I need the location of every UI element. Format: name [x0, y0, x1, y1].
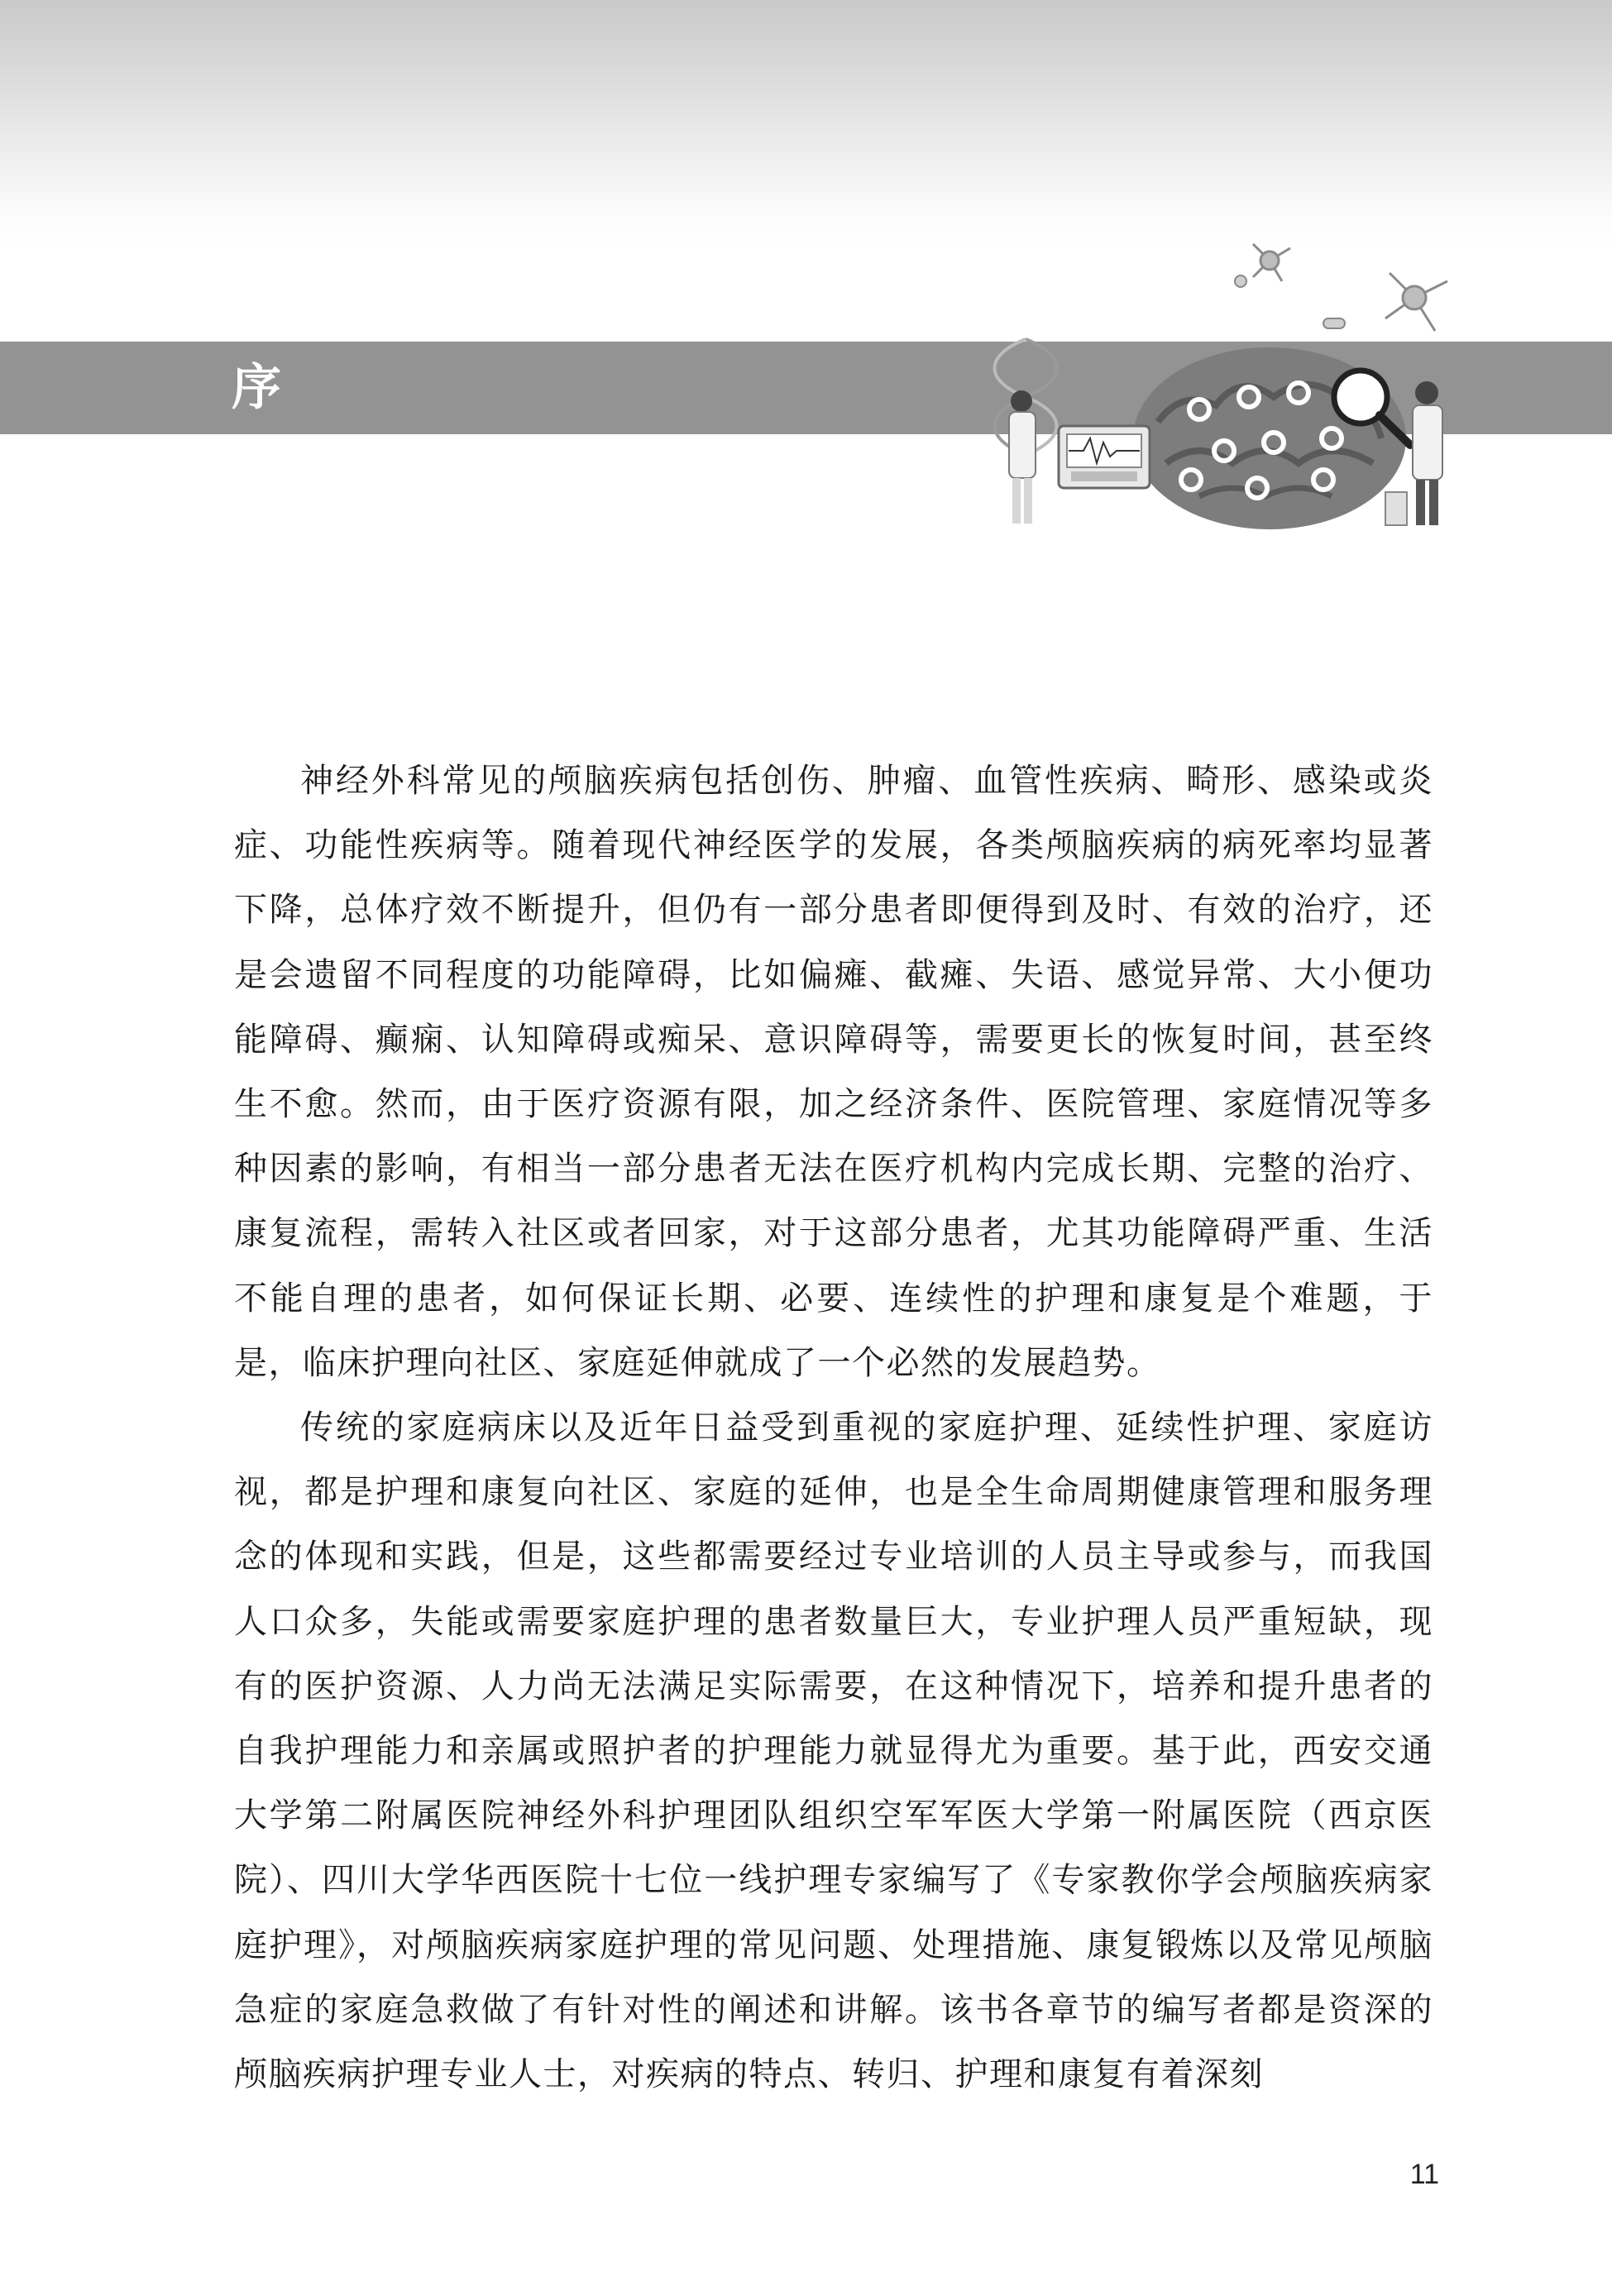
page-number: 11	[1409, 2159, 1439, 2190]
doctor-figure-left	[1009, 390, 1036, 524]
preface-body	[234, 749, 1433, 2107]
paragraph: 传统的家庭病床以及近年日益受到重视的家庭护理、延续性护理、家庭访视，都是护理和康复向社区、家庭的延伸，也是全生命周期健康管理和服务理念的体现和实践，但是，这些都需要经过专业培训的人员主导或参与，而我国人口众多，失能或需要家庭护理的患者数量巨大，专业护理人员严重短缺，现有的医护资源、人力尚无法满足实际需要，在这种情况下，培养和提升患者的自我护理能力和亲属或照护者的护理能力就显得尤为重要。基于此，西安交通大学第二附属医院神经外科护理团队组织空军军医大学第一附属医院（西京医院）、四川大学华西医院十七位一线护理专家编写了《专家教你学会颅脑疾病家庭护理》，对颅脑疾病家庭护理的常见问题、处理措施、康复锻炼以及常见颅脑急症的家庭急救做了有针对性的阐述和讲解。该书各章节的编写者都是资深的颅脑疾病护理专业人士，对疾病的特点、转归、护理和康复有着深刻	[234, 1409, 1433, 2094]
page-title: 序	[232, 359, 281, 417]
header-gradient	[0, 0, 1612, 248]
monitor-icon	[1059, 426, 1150, 488]
neuroscience-brain-illustration	[976, 232, 1472, 546]
neuron-icon	[1253, 244, 1447, 331]
paragraph: 神经外科常见的颅脑疾病包括创伤、肿瘤、血管性疾病、畸形、感染或炎症、功能性疾病等。随着现代神经医学的发展，各类颅脑疾病的病死率均显著下降，总体疗效不断提升，但仍有一部分患者即便得到及时、有效的治疗，还是会遗留不同程度的功能障碍，比如偏瘫、截瘫、失语、感觉异常、大小便功能障碍、癫痫、认知障碍或痴呆、意识障碍等，需要更长的恢复时间，甚至终生不愈。然而，由于医疗资源有限，加之经济条件、医院管理、家庭情况等多种因素的影响，有相当一部分患者无法在医疗机构内完成长期、完整的治疗、康复流程，需转入社区或者回家，对于这部分患者，尤其功能障碍严重、生活不能自理的患者，如何保证长期、必要、连续性的护理和康复是个难题，于是，临床护理向社区、家庭延伸就成了一个必然的发展趋势。	[234, 762, 1433, 1382]
